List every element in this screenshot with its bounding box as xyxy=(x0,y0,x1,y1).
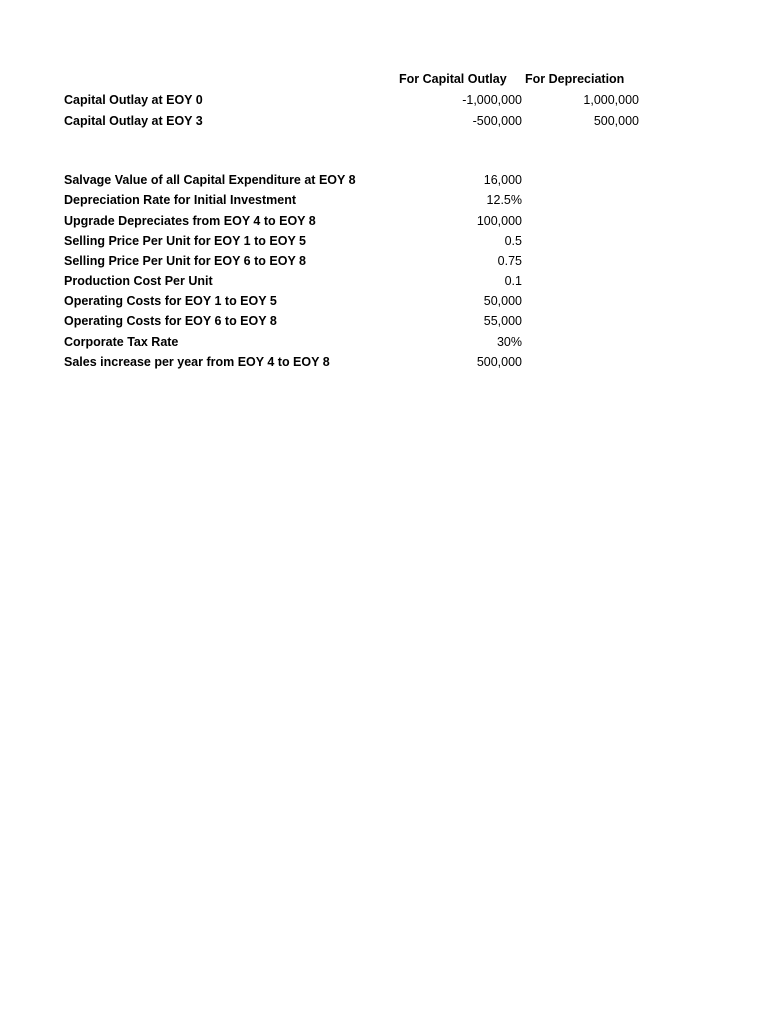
assumption-value-sales-increase: 500,000 xyxy=(476,355,522,369)
assumption-label-production-cost: Production Cost Per Unit xyxy=(64,274,213,288)
assumption-value-salvage: 16,000 xyxy=(483,173,522,187)
header-capital-outlay: For Capital Outlay xyxy=(399,72,507,86)
assumption-label-tax-rate: Corporate Tax Rate xyxy=(64,335,179,349)
outlay-label-eoy3: Capital Outlay at EOY 3 xyxy=(64,114,203,128)
outlay-value-eoy3: -500,000 xyxy=(472,114,522,128)
header-depreciation: For Depreciation xyxy=(525,72,625,86)
assumption-value-upgrade-depreciation: 100,000 xyxy=(476,214,522,228)
assumption-label-salvage: Salvage Value of all Capital Expenditure at EOY 8 xyxy=(64,173,356,187)
assumption-value-production-cost: 0.1 xyxy=(504,274,522,288)
outlay-value-eoy0: -1,000,000 xyxy=(462,93,522,107)
outlay-label-eoy0: Capital Outlay at EOY 0 xyxy=(64,93,203,107)
depreciation-value-eoy0: 1,000,000 xyxy=(583,93,639,107)
assumption-label-depreciation-rate: Depreciation Rate for Initial Investment xyxy=(64,193,296,207)
assumption-value-price-eoy6-8: 0.75 xyxy=(497,254,522,268)
assumption-label-opcost-eoy6-8: Operating Costs for EOY 6 to EOY 8 xyxy=(64,314,277,328)
assumption-label-upgrade-depreciation: Upgrade Depreciates from EOY 4 to EOY 8 xyxy=(64,214,316,228)
assumption-value-tax-rate: 30% xyxy=(496,335,522,349)
depreciation-value-eoy3: 500,000 xyxy=(593,114,639,128)
assumption-label-sales-increase: Sales increase per year from EOY 4 to EOY 8 xyxy=(64,355,330,369)
assumption-value-opcost-eoy6-8: 55,000 xyxy=(483,314,522,328)
assumption-value-price-eoy1-5: 0.5 xyxy=(504,234,522,248)
assumption-label-opcost-eoy1-5: Operating Costs for EOY 1 to EOY 5 xyxy=(64,294,277,308)
assumption-label-price-eoy6-8: Selling Price Per Unit for EOY 6 to EOY 8 xyxy=(64,254,306,268)
assumption-value-depreciation-rate: 12.5% xyxy=(486,193,522,207)
assumption-value-opcost-eoy1-5: 50,000 xyxy=(483,294,522,308)
assumption-label-price-eoy1-5: Selling Price Per Unit for EOY 1 to EOY 5 xyxy=(64,234,306,248)
